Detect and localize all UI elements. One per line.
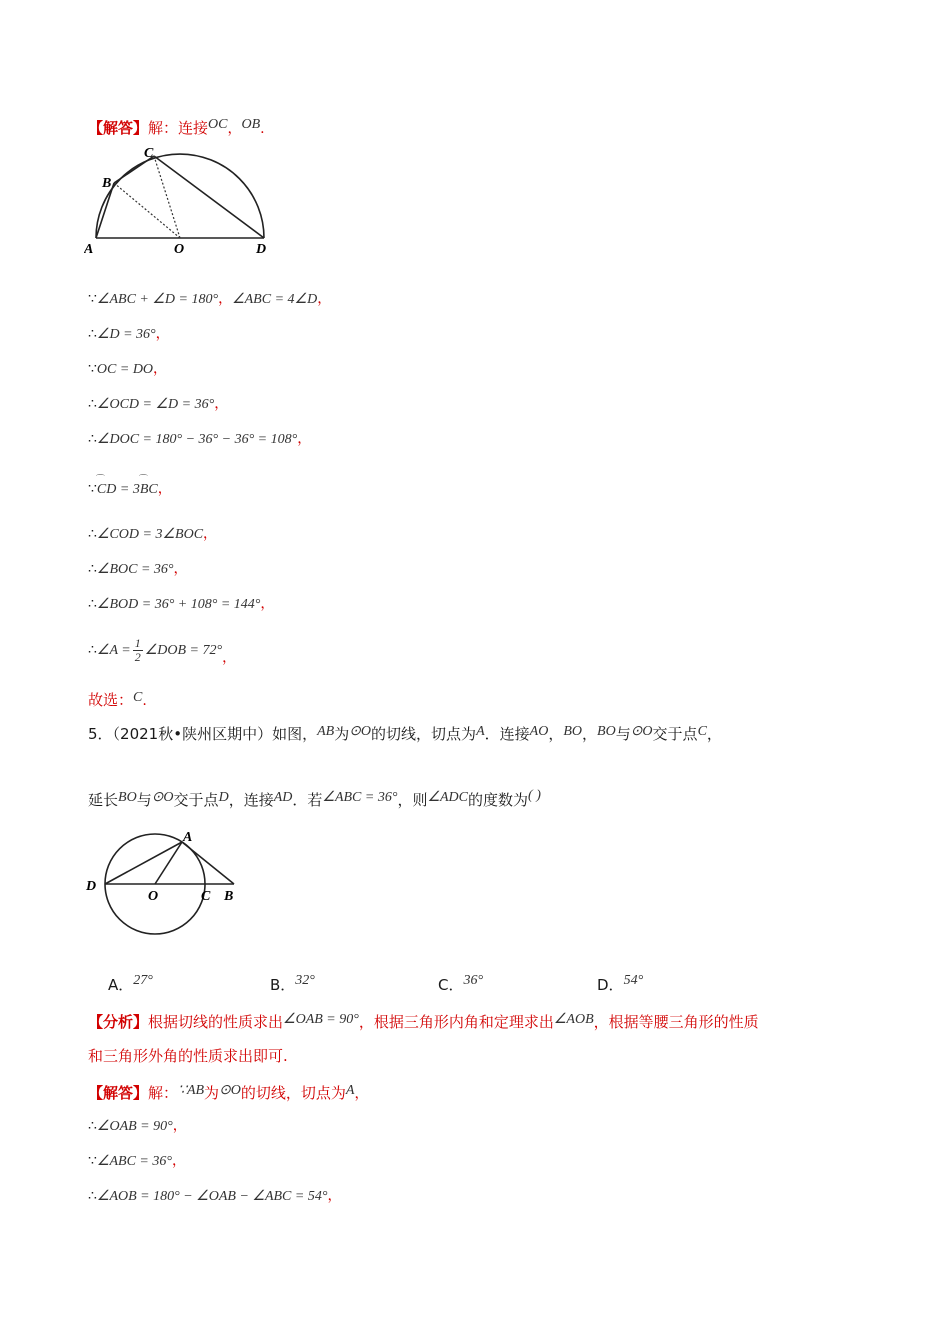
sol4-step-2 bbox=[88, 323, 170, 345]
sol4-step-6 bbox=[88, 478, 172, 500]
text: 和三角形外角的性质求出即可. bbox=[88, 1047, 288, 1065]
step-expr: ∠BOD = 36° + 108° = 144° bbox=[96, 597, 261, 612]
step-expr: ∠AOB = 180° − ∠OAB − ∠ABC = 54° bbox=[96, 1189, 328, 1204]
sol4-step-9 bbox=[88, 593, 274, 615]
choice-value: 54° bbox=[623, 973, 644, 988]
solution-label: 【解答】 bbox=[88, 1084, 149, 1102]
period: . bbox=[142, 693, 147, 709]
step-expr: ∠COD = 3∠BOC bbox=[96, 527, 204, 542]
text: 交于点 bbox=[652, 725, 698, 743]
step-tail: ， bbox=[157, 480, 172, 496]
text: 与 bbox=[136, 791, 152, 809]
step-symbol: ∵ bbox=[88, 291, 97, 307]
segment-ao bbox=[155, 842, 182, 884]
choice-b bbox=[270, 974, 315, 995]
sol4-step-3 bbox=[88, 358, 167, 380]
period: . bbox=[260, 121, 265, 137]
choice-a bbox=[108, 974, 153, 995]
answer-label: 故选： bbox=[88, 691, 134, 709]
question-number: 5． bbox=[88, 725, 113, 743]
text: ， bbox=[354, 1085, 369, 1101]
q5-analysis-line-1 bbox=[88, 1012, 759, 1034]
choice-d bbox=[597, 974, 643, 995]
segment-ab: AB bbox=[317, 724, 335, 739]
sol4-step-5 bbox=[88, 428, 311, 450]
choice-c bbox=[438, 974, 483, 995]
step-tail: ， bbox=[222, 649, 237, 665]
question-source: （2021秋•陕州区期中）如图， bbox=[112, 725, 318, 743]
arc-cd: ⌒ CD bbox=[97, 480, 116, 500]
label-c: C bbox=[144, 146, 154, 161]
text: 解： bbox=[148, 1084, 179, 1102]
label-o: O bbox=[148, 889, 159, 904]
step-symbol: ∵ bbox=[88, 1153, 97, 1169]
tangent-ab bbox=[182, 842, 234, 884]
answer-value: C bbox=[133, 690, 143, 705]
step-expr: ∠A = bbox=[96, 643, 131, 658]
sol4-step-8 bbox=[88, 558, 188, 580]
q5-step-2 bbox=[88, 1150, 186, 1172]
step-expr: ∠DOC = 180° − 36° − 36° = 108° bbox=[96, 432, 298, 447]
step-expr: ∠OCD = ∠D = 36° bbox=[96, 397, 215, 412]
condition: ∠ABC = 36° bbox=[322, 790, 398, 805]
step-symbol: ∴ bbox=[88, 596, 97, 612]
point-c: C bbox=[697, 724, 707, 739]
circle-o: ⊙O bbox=[630, 724, 653, 739]
sol4-step-7 bbox=[88, 523, 217, 545]
step-tail: ， bbox=[171, 1152, 186, 1168]
step-symbol: ∴ bbox=[88, 561, 97, 577]
text: ，根据三角形内角和定理求出 bbox=[358, 1013, 554, 1031]
math-expr: ∠AOB bbox=[553, 1012, 594, 1027]
q5-step-3 bbox=[88, 1185, 341, 1207]
fraction-half bbox=[133, 637, 143, 664]
sol4-step-1: ∵∠ABC + ∠D = 180°，∠ABC = 4∠D， bbox=[88, 290, 332, 307]
choice-value: 32° bbox=[295, 973, 315, 988]
step-tail: ， bbox=[214, 395, 229, 411]
label-d: D bbox=[256, 242, 267, 257]
segment-oc: OC bbox=[208, 117, 228, 132]
text: ， bbox=[706, 725, 722, 743]
step-expr: ∠ABC = 36° bbox=[96, 1154, 172, 1169]
semicircle-arc bbox=[96, 154, 264, 238]
chord-ab bbox=[96, 183, 114, 238]
point-a: A bbox=[345, 1083, 355, 1098]
sol4-step-4 bbox=[88, 393, 228, 415]
step-expr: ∠DOB = 72° bbox=[144, 643, 223, 658]
step-tail: ， bbox=[153, 360, 168, 376]
step-tail: ， bbox=[260, 595, 275, 611]
semicircle-figure bbox=[84, 143, 284, 261]
text: 与 bbox=[615, 725, 631, 743]
choice-letter: B． bbox=[270, 976, 296, 994]
label-b: B bbox=[224, 889, 234, 904]
step-tail: ， bbox=[173, 560, 188, 576]
text: ， bbox=[548, 725, 564, 743]
text: ．若 bbox=[292, 791, 323, 809]
circle-o: ⊙O bbox=[219, 1083, 241, 1098]
text: ，则 bbox=[397, 791, 428, 809]
step-symbol: ∵ bbox=[88, 481, 97, 497]
step-tail: ， bbox=[317, 290, 332, 306]
arc-bc: ⌒ BC bbox=[140, 480, 158, 500]
q5-analysis-line-2 bbox=[88, 1046, 288, 1067]
analysis-label: 【分析】 bbox=[88, 1013, 149, 1031]
step-symbol: ∴ bbox=[88, 642, 97, 658]
step-symbol: ∴ bbox=[88, 1118, 97, 1134]
q5-line-1 bbox=[88, 724, 722, 746]
circle-o: ⊙O bbox=[349, 724, 372, 739]
segment-bo: BO bbox=[597, 724, 616, 739]
text: 根据切线的性质求出 bbox=[148, 1013, 284, 1031]
label-o: O bbox=[174, 242, 185, 257]
sol4-step-10 bbox=[88, 632, 236, 668]
segment-bo: BO bbox=[563, 724, 582, 739]
text: 延长 bbox=[88, 791, 119, 809]
text: ，连接 bbox=[228, 791, 274, 809]
label-a: A bbox=[183, 830, 193, 845]
step-expr: ∠ABC + ∠D = 180° bbox=[96, 292, 219, 307]
step-symbol: ∴ bbox=[88, 1188, 97, 1204]
step-expr: ∠OAB = 90° bbox=[96, 1119, 173, 1134]
sol4-header bbox=[88, 118, 265, 140]
solution-label: 【解答】 bbox=[88, 119, 149, 137]
fraction-denominator: 2 bbox=[134, 649, 141, 664]
q5-solution-header bbox=[88, 1083, 368, 1105]
point-a: A bbox=[476, 724, 485, 739]
step-tail: ， bbox=[297, 430, 312, 446]
step-tail: ， bbox=[327, 1187, 342, 1203]
label-d: D bbox=[86, 879, 97, 894]
label-c: C bbox=[201, 889, 211, 904]
step-symbol: ∴ bbox=[88, 526, 97, 542]
fraction-numerator: 1 bbox=[134, 635, 141, 650]
step-expr: OC = DO bbox=[96, 362, 154, 377]
choice-value: 36° bbox=[463, 973, 484, 988]
circle-tangent-figure bbox=[82, 828, 252, 938]
text: ，根据等腰三角形的性质 bbox=[593, 1013, 759, 1031]
answer-blank: ( ) bbox=[528, 788, 541, 803]
math-expr: ∠OAB = 90° bbox=[283, 1012, 359, 1027]
step-symbol: ∴ bbox=[88, 431, 97, 447]
step-expr: = 3 bbox=[116, 482, 140, 497]
dotted-ob bbox=[114, 183, 180, 238]
segment-ad: AD bbox=[273, 790, 293, 805]
segment-bo: BO bbox=[118, 790, 137, 805]
point-d: D bbox=[218, 790, 229, 805]
step-expr: ∠D = 36° bbox=[96, 327, 156, 342]
step-expr: ∠BOC = 36° bbox=[96, 562, 174, 577]
step-tail: ， bbox=[172, 1117, 187, 1133]
asked-angle: ∠ADC bbox=[427, 790, 469, 805]
solution-intro: 解：连接 bbox=[148, 119, 209, 137]
text: 为 bbox=[204, 1084, 220, 1102]
text: 的切线，切点为 bbox=[240, 1084, 346, 1102]
text: 为 bbox=[334, 725, 350, 743]
label-b: B bbox=[102, 176, 112, 191]
text: 交于点 bbox=[173, 791, 219, 809]
step-tail: ， bbox=[155, 325, 170, 341]
dotted-oc bbox=[154, 156, 180, 238]
text: 的切线，切点为 bbox=[371, 725, 477, 743]
sol4-answer bbox=[88, 690, 147, 712]
choice-letter: C． bbox=[438, 976, 464, 994]
segment-ob: OB bbox=[241, 117, 261, 132]
q5-step-1 bbox=[88, 1115, 187, 1137]
step-symbol: ∵ bbox=[88, 361, 97, 377]
segment-ad bbox=[105, 842, 182, 884]
choice-letter: A． bbox=[108, 976, 134, 994]
step-tail: ， bbox=[203, 525, 218, 541]
text: ．连接 bbox=[484, 725, 530, 743]
math-expr: ∵AB bbox=[178, 1083, 205, 1098]
separator: ， bbox=[227, 120, 242, 136]
label-a: A bbox=[84, 242, 94, 257]
choice-letter: D． bbox=[597, 976, 624, 994]
step-symbol: ∴ bbox=[88, 396, 97, 412]
choice-value: 27° bbox=[133, 973, 153, 988]
text: ， bbox=[582, 725, 598, 743]
step-expr-extra: ∠ABC = 4∠D bbox=[232, 292, 318, 307]
text: 的度数为 bbox=[468, 791, 529, 809]
q5-line-2 bbox=[88, 790, 541, 812]
circle-o: ⊙O bbox=[151, 790, 174, 805]
chord-cd bbox=[154, 156, 264, 238]
segment-ao: AO bbox=[529, 724, 549, 739]
step-symbol: ∴ bbox=[88, 326, 97, 342]
